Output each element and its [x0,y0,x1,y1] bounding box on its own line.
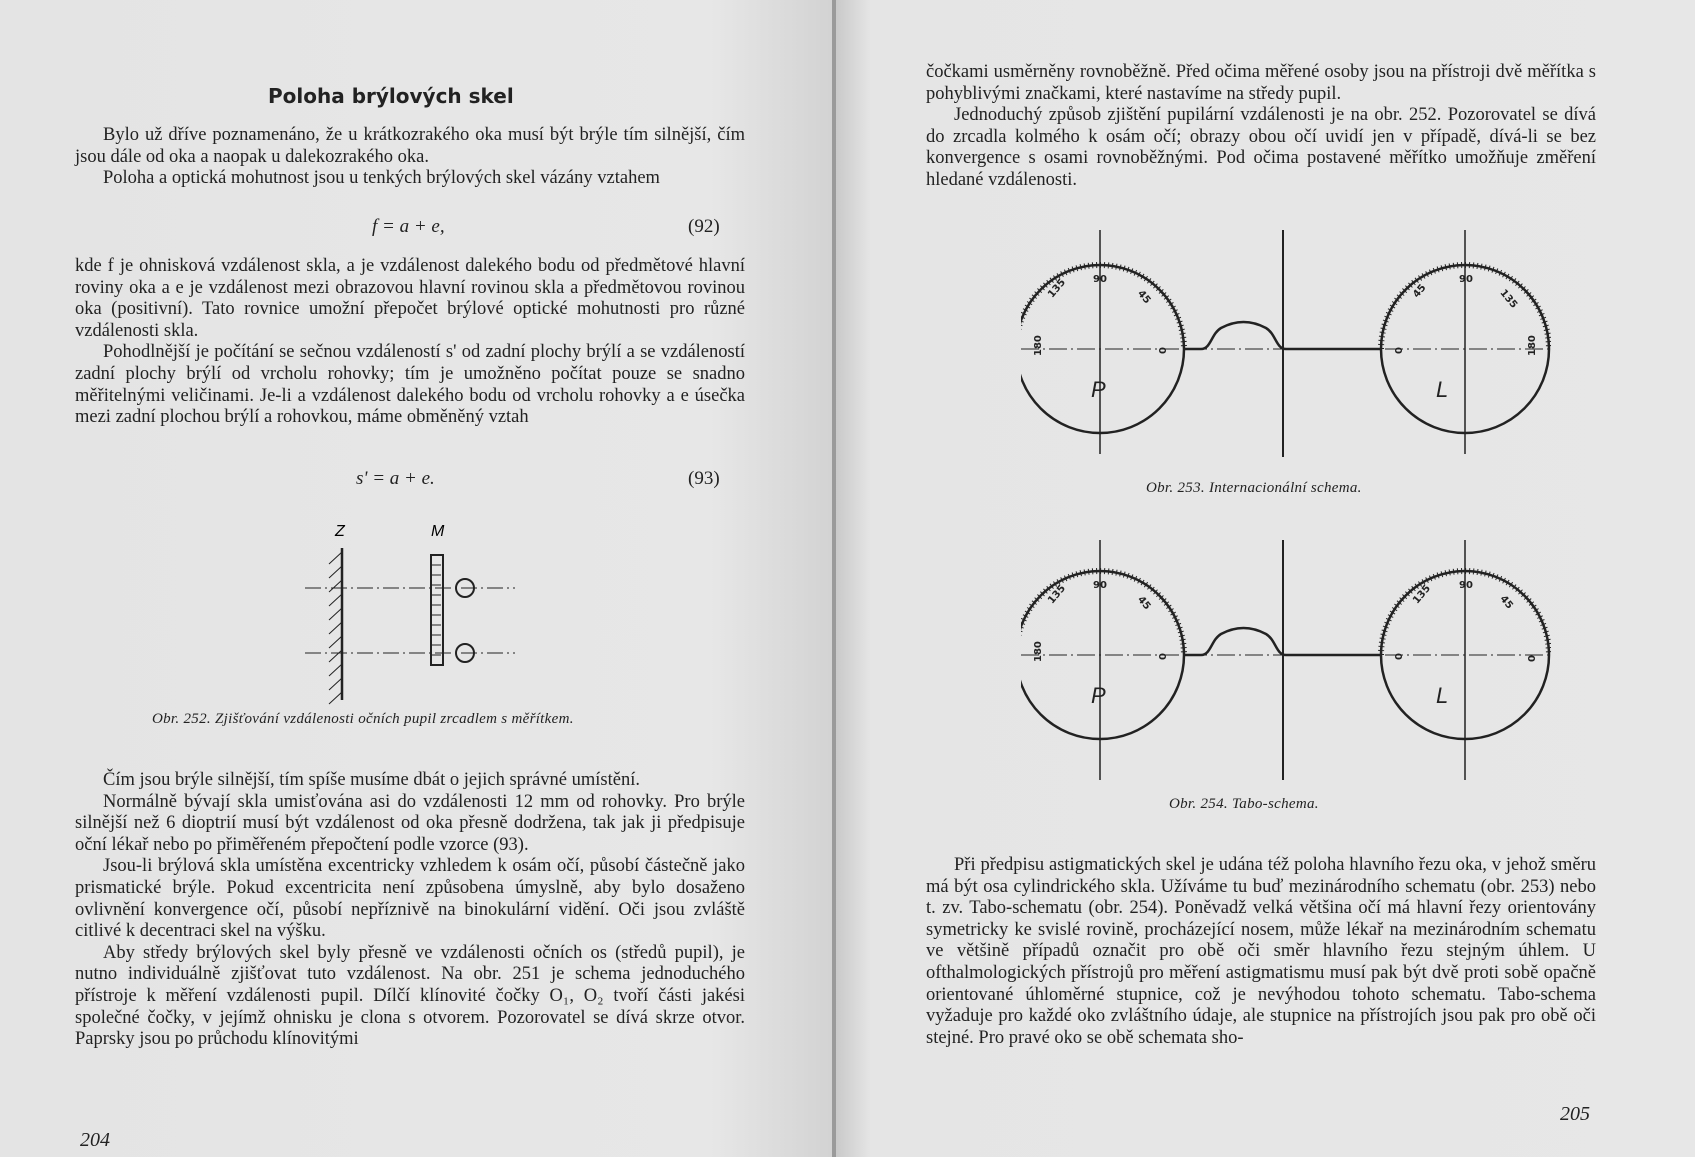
equation-number: (93) [688,468,720,489]
scale-label: 90 [1093,274,1107,285]
text-block-bottom [926,855,1596,1049]
right-page [836,0,1695,1157]
paragraph: Bylo už dříve poznamenáno, že u krátkozrakého oka musí být brýle tím silnější, čím jsou dále od oka a naopak u dalekozrakého oka. [75,125,745,167]
eye-label-right: P [1091,377,1106,402]
paragraph: Při předpisu astigmatických skel je udána též poloha hlavního řezu oka, v jehož směru má být osa cylindrického skla. Užíváme tu buď mezinárodního schematu (obr. 253) nebo t. zv. Tabo-schematu (obr. 254). Poněvadž velká většina očí má hlavní řezy orientovány symetricky ke svislé rovině, procházející nosem, může lékař na mezinárodním schematu ve většině případů označit pro obě oči směr hlavního řezu stejným úhlem. U ofthalmologických přístrojů pro měření astigmatismu musí pak být dvě proti sobě opačně orientované úhloměrné stupnice, což je nevýhodou tohoto schematu. Tabo-schema vyžaduje pro každé oko zvláštního údaje, ale stupnice na přístrojích jsou pak pro obě oči stejné. Pro pravé oko se obě schemata sho- [926,855,1596,1048]
text-block-top [926,62,1596,192]
eye-label-left: L [1436,683,1449,708]
scale-label: 180 [1033,335,1044,356]
scale-label: 135 [1411,583,1433,607]
scale-label: 180 [1033,641,1044,662]
figure-caption: Obr. 253. Internacionální schema. [1146,480,1362,496]
paragraph: Jednoduchý způsob zjištění pupilární vzdálenosti je na obr. 252. Pozorovatel se dívá do zrcadla kolmého k osám očí; obrazy obou očí uvidí jen v případě, dívá-li se bez konvergence s osami rovnoběžnými. Pod očima postavené měřítko umožňuje změření hledané vzdálenosti. [926,105,1596,190]
figure-254 [1021,535,1551,785]
figure-253 [1021,222,1551,462]
paragraph: čočkami usměrněny rovnoběžně. Před očima měřené osoby jsou na přístroji dvě měřítka s pohyblivými značkami, které nastavíme na středy pupil. [926,62,1596,104]
scale-label: 90 [1093,580,1107,591]
figure-caption: Obr. 254. Tabo-schema. [1169,796,1319,812]
scale-label: 0 [1394,653,1405,660]
page-number: 204 [80,1129,110,1151]
paragraph: Čím jsou brýle silnější, tím spíše musíme dbát o jejich správné umístění. [103,770,640,790]
scale-label: 135 [1046,583,1068,607]
left-page [0,0,836,1157]
text-block-bottom [75,770,745,1051]
equation-93: s' = a + e. [356,468,435,489]
text-block-middle [75,256,745,429]
scale-label: 45 [1135,288,1153,307]
page-number: 205 [1560,1103,1590,1125]
figure-label-z: Z [335,523,345,540]
figure-caption: Obr. 252. Zjišťování vzdálenosti očních pupil zrcadlem s měřítkem. [152,711,574,727]
equation-number: (92) [688,216,720,237]
eye-label-right: P [1091,683,1106,708]
paragraph: Jsou-li brýlová skla umístěna excentricky vzhledem k osám očí, působí částečně jako prismatické brýle. Pokud excentricita není způsobena úmyslně, aby bylo dosaženo ovlivnění konvergence očí, působí nepříznivě na binokulární vidění. Oči jsou zvláště citlivé k decentraci skel na výšku. [75,856,745,942]
scale-label: 90 [1459,274,1473,285]
scale-label: 0 [1158,347,1169,354]
section-heading: Poloha brýlových skel [268,84,514,108]
scale-label: 135 [1046,277,1068,301]
paragraph: Normálně bývají skla umisťována asi do vzdálenosti 12 mm od rohovky. Pro brýle silnější než 6 dioptrií musí být vzdálenost od oka přesně dodržena, tak jak ji předpisuje oční lékař nebo po přiměřeném přepočtení podle vzorce (93). [75,791,745,855]
equation-92: f = a + e, [372,216,445,237]
paragraph: kde f je ohnisková vzdálenost skla, a je vzdálenost dalekého bodu od předmětové hlavní roviny oka a e je vzdálenost mezi obrazovou hlavní rovinou skla a předmětovou rovinou oka (positivní). Tato rovnice umožní přepočet brýlové optické mohutnosti pro různé vzdálenosti skla. [75,256,745,341]
paragraph: Aby středy brýlových skel byly přesně ve vzdálenosti očních os (středů pupil), je nutno individuálně zjišťovat tuto vzdálenost. Na obr. 251 je schema jednoduchého přístroje k měření vzdálenosti pupil. Dílčí klínovité čočky O₁, O₂ tvoří části jakési společné čočky, v jejímž ohnisku je clona s otvorem. Pozorovatel se dívá skrze otvor. Paprsky jsou po průchodu klínovitými [75,942,745,1050]
scale-label: 0 [1158,653,1169,660]
figure-252 [295,520,535,705]
text-block-top [75,125,745,190]
scale-label: 45 [1411,282,1429,301]
eye-label-left: L [1436,377,1449,402]
scale-label: 180 [1527,335,1538,356]
scale-label: 0 [1394,347,1405,354]
scale-label: 90 [1459,580,1473,591]
scale-label: 135 [1497,287,1520,311]
figure-label-m: M [431,523,445,540]
scale-label: 45 [1135,594,1153,613]
paragraph: Pohodlnější je počítání se sečnou vzdáleností s' od zadní plochy brýlí a se vzdáleností zadní plochy brýlí od vrcholu rohovky; tím je umožněno počítat pouze se snadno měřitelnými veličinami. Je-li a vzdálenost dalekého bodu od vrcholu rohovky a e úsečka mezi zadní plochou brýlí a rohovkou, máme obměněný vztah [75,342,745,428]
scale-label: 0 [1527,655,1538,662]
paragraph: Poloha a optická mohutnost jsou u tenkých brýlových skel vázány vztahem [103,168,660,189]
scale-label: 45 [1497,593,1515,612]
